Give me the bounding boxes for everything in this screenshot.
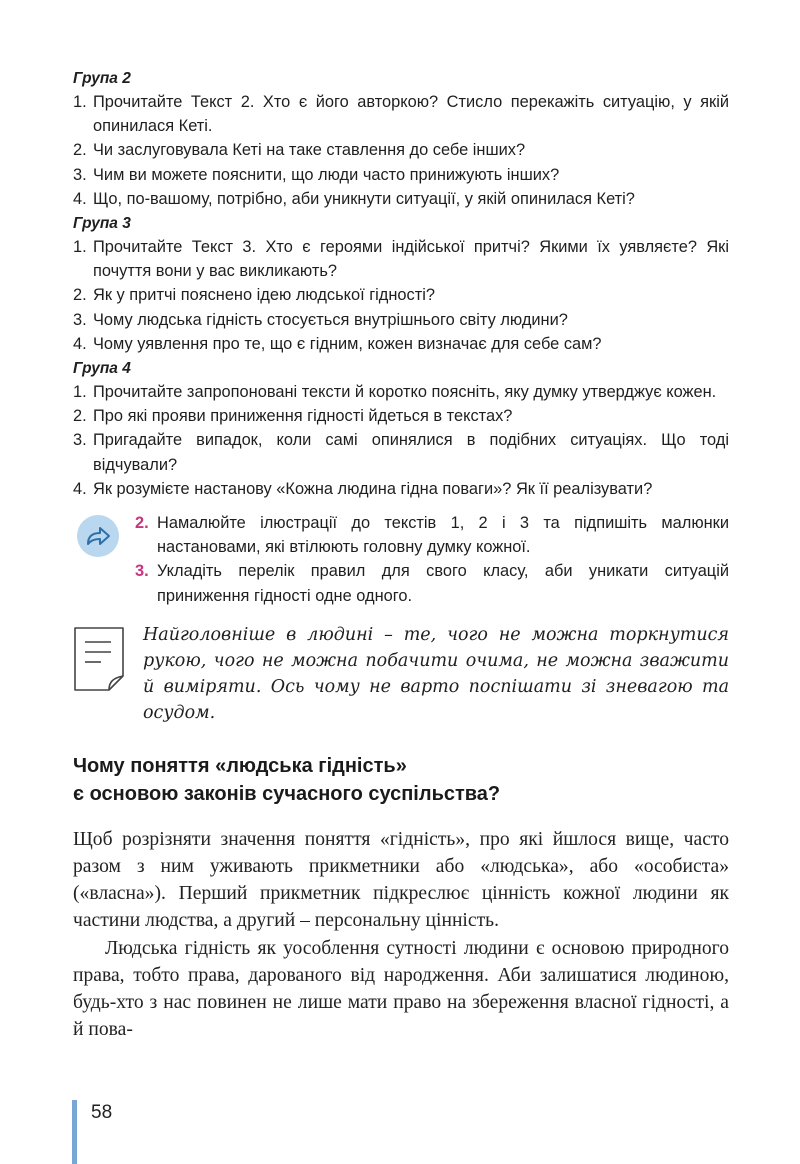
question	[73, 283, 729, 307]
section-heading-line: Чому поняття «людська гідність»	[73, 754, 407, 777]
question-number: 1.	[73, 238, 87, 257]
question-number: 4.	[73, 189, 87, 208]
question-text: Чим ви можете пояснити, що люди часто принижують інших?	[93, 165, 560, 184]
quote-block	[73, 622, 729, 726]
question-text: Як розумієте настанову «Кожна людина гідна поваги»? Як її реалізувати?	[93, 479, 653, 498]
question-text: Як у притчі пояснено ідею людської гідності?	[93, 286, 436, 305]
group-3	[73, 213, 729, 356]
question-number: 2.	[73, 286, 87, 305]
group-title: Група 4	[73, 360, 131, 378]
question-number: 1.	[73, 383, 87, 402]
question-text: Пригадайте випадок, коли самі опинялися в подібних ситуаціях. Що тоді відчували?	[93, 431, 729, 474]
question-text: Прочитайте Текст 3. Хто є героями індійської притчі? Якими їх уявляєте? Які почуття вони у вас викликають?	[93, 238, 729, 281]
task-number: 2.	[135, 514, 149, 533]
group-4	[73, 358, 729, 501]
question	[73, 187, 729, 211]
group-title: Група 3	[73, 215, 131, 233]
question-number: 3.	[73, 310, 87, 329]
question	[73, 163, 729, 187]
question	[73, 404, 729, 428]
question	[73, 428, 729, 476]
page-content	[73, 66, 729, 1043]
quote-text: Найголовніше в людині – те, чого не можна торкнутися рукою, чого не можна побачити очима, не можна зважити й виміряти. Ось чому не варто поспішати зі зневагою та осудом.	[143, 624, 729, 723]
question	[73, 138, 729, 162]
body-paragraph: Людська гідність як уособлення сутності людини є основою природного права, тобто права, дарованого від народження. Аби залишатися людиною, будь-хто з нас повинен не лише мати право на збереження власної гідності, а й пова-	[73, 937, 729, 1041]
question-text: Чому людська гідність стосується внутрішнього світу людини?	[93, 310, 568, 329]
page-number: 58	[72, 1100, 112, 1164]
question	[73, 308, 729, 332]
share-arrow-icon-graphic	[84, 524, 112, 548]
task-item	[135, 511, 729, 559]
question	[73, 235, 729, 283]
question-text: Чому уявлення про те, що є гідним, кожен визначає для себе сам?	[93, 334, 602, 353]
question-text: Про які прояви приниження гідності йдеться в текстах?	[93, 407, 513, 426]
note-icon	[73, 626, 125, 692]
body-paragraph: Щоб розрізняти значення поняття «гідність», про які йшлося вище, часто разом з ним уживають прикметники або «людська», або «особиста» («власна»). Перший прикметник підкреслює цінність кожної людини як частини людства, а другий – персональну цінність.	[73, 828, 729, 932]
question-number: 3.	[73, 431, 87, 450]
task-number: 3.	[135, 562, 149, 581]
question-text: Що, по-вашому, потрібно, аби уникнути ситуації, у якій опинилася Кеті?	[93, 189, 635, 208]
question-number: 2.	[73, 141, 87, 160]
task-text: Укладіть перелік правил для свого класу, аби уникати ситуацій приниження гідності одне одного.	[157, 562, 729, 605]
section-heading-line: є основою законів сучасного суспільства?	[73, 782, 501, 805]
question-number: 4.	[73, 334, 87, 353]
group-title: Група 2	[73, 70, 131, 87]
question-number: 2.	[73, 407, 87, 426]
question-number: 4.	[73, 479, 87, 498]
question-text: Чи заслуговувала Кеті на таке ставлення до себе інших?	[93, 141, 526, 160]
section-heading	[73, 752, 729, 808]
question	[73, 90, 729, 138]
question	[73, 332, 729, 356]
question	[73, 380, 729, 404]
question-number: 3.	[73, 165, 87, 184]
question-text: Прочитайте Текст 2. Хто є його авторкою? Стисло перекажіть ситуацію, у якій опинилася Кеті.	[93, 93, 729, 136]
task-item	[135, 559, 729, 607]
question-text: Прочитайте запропоновані тексти й коротко поясніть, яку думку утверджує кожен.	[93, 383, 717, 402]
homework-tasks	[73, 511, 729, 608]
share-arrow-icon	[77, 515, 119, 557]
task-text: Намалюйте ілюстрації до текстів 1, 2 і 3 та підпишіть малюнки настановами, які втілюють головну думку кожної.	[157, 514, 729, 557]
question	[73, 477, 729, 501]
group-2	[73, 68, 729, 211]
question-number: 1.	[73, 93, 87, 111]
